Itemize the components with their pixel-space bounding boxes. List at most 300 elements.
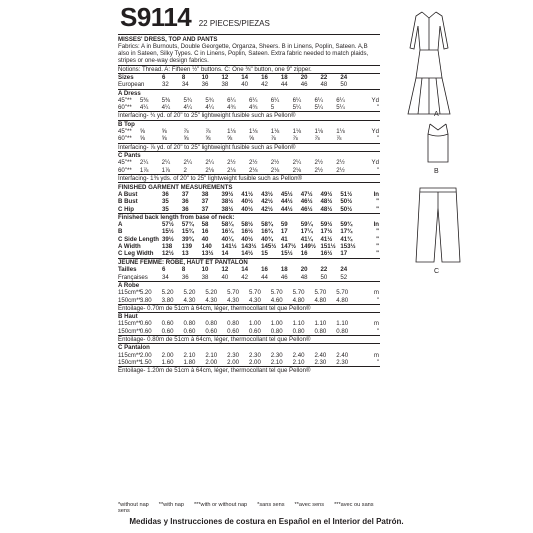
table-cell: 46½ <box>300 205 313 213</box>
table-cell: 2½ <box>336 159 345 167</box>
table-row <box>118 282 380 290</box>
table-cell: ⅞ <box>336 135 342 143</box>
row-label: Tailles <box>118 266 137 274</box>
table-cell: 4.60 <box>270 296 283 304</box>
row-label: C Leg Width <box>118 250 154 258</box>
table-row <box>118 274 380 281</box>
table-cell: 0.80 <box>270 327 283 335</box>
unit-cell: In <box>373 190 379 198</box>
unit-cell: " <box>376 104 379 112</box>
footnote-item: **with nap <box>158 502 184 508</box>
table-cell: 5¾ <box>183 96 192 104</box>
table-row <box>118 352 380 359</box>
spanish-note: Medidas y Instrucciones de costura en Español en el Interior del Patrón. <box>129 517 404 526</box>
table-cell: 44½ <box>280 198 293 206</box>
table-cell: 149½ <box>300 243 316 251</box>
table-cell: 42 <box>261 81 268 89</box>
table-cell: 17½ <box>320 228 333 236</box>
table-cell: 58¾ <box>261 221 273 229</box>
table-cell: 2½ <box>270 159 280 167</box>
table-cell: 14 <box>241 73 249 81</box>
table-cell: 1⅛ <box>292 128 302 136</box>
table-cell: 41¼ <box>300 235 313 243</box>
table-row <box>118 289 380 296</box>
table-cell: 0.80 <box>336 327 349 335</box>
footnote-item: ***with or without nap <box>194 502 248 508</box>
table-cell: 6¼ <box>292 96 302 104</box>
row-label: 45"** <box>118 159 132 167</box>
pants-illustration <box>410 186 466 266</box>
table-cell: 0.80 <box>314 327 327 335</box>
table-cell: 0.60 <box>139 320 152 328</box>
table-cell: 2¼ <box>183 159 192 167</box>
table-cell: 36 <box>181 205 189 213</box>
haut-entoilage: Entoilage- 0.80m de 51cm à 64cm, léger, thermocollant tel que Pellon® <box>118 335 380 343</box>
table-cell: 4¼ <box>161 104 171 112</box>
row-label: European <box>118 81 145 89</box>
table-cell: 0.60 <box>161 327 174 335</box>
table-cell: 2.30 <box>270 351 283 359</box>
finished-measurements-table <box>118 191 380 213</box>
table-cell: 145½ <box>261 243 277 251</box>
row-label: B <box>118 228 123 236</box>
table-cell: 16 <box>300 250 308 258</box>
table-cell: 46½ <box>300 198 313 206</box>
table-cell: 0.60 <box>205 327 218 335</box>
table-cell: 14 <box>221 250 229 258</box>
table-cell: 58 <box>201 221 209 229</box>
table-cell: 40 <box>201 235 209 243</box>
french-sizes-table <box>118 266 380 281</box>
table-cell: 6 <box>162 266 166 274</box>
row-label: 115cm** <box>118 351 141 359</box>
table-row <box>118 359 380 366</box>
table-cell: 38½ <box>221 205 234 213</box>
table-cell: 5¼ <box>292 104 302 112</box>
table-cell: 35 <box>162 198 169 206</box>
table-cell: 1⅛ <box>336 128 345 136</box>
table-cell: 42½ <box>261 205 273 213</box>
row-label: A Width <box>118 243 141 251</box>
table-cell: 138 <box>162 243 173 251</box>
table-cell: 2.30 <box>248 351 261 359</box>
table-cell: 2⅛ <box>270 166 280 174</box>
table-cell: 2⅛ <box>248 166 258 174</box>
sizes-table <box>118 73 380 89</box>
top-yardage-table <box>118 120 380 143</box>
section-heading: B Haut <box>118 313 138 321</box>
table-row <box>118 228 380 235</box>
table-cell: 57¾ <box>181 221 194 229</box>
table-cell: 17 <box>280 228 288 236</box>
table-row <box>118 120 380 128</box>
row-label: A Bust <box>118 190 138 198</box>
table-cell: 40½ <box>241 198 254 206</box>
chart-title: MISSES' DRESS, TOP AND PANTS <box>118 34 380 43</box>
table-cell: 51½ <box>340 190 353 198</box>
table-row <box>118 97 380 104</box>
table-cell: 1⅞ <box>161 166 171 174</box>
table-cell: 4.30 <box>227 296 240 304</box>
table-cell: 2.40 <box>292 351 305 359</box>
table-row <box>118 167 380 174</box>
section-heading: B Top <box>118 120 135 128</box>
table-cell: 50 <box>340 81 348 89</box>
row-label: Sizes <box>118 73 134 81</box>
table-row <box>118 221 380 228</box>
table-cell: 5 <box>270 104 275 112</box>
row-label: Françaises <box>118 273 148 281</box>
table-cell: 40 <box>241 81 249 89</box>
section-heading: C Pants <box>118 151 141 159</box>
table-cell: 151½ <box>320 243 336 251</box>
table-cell: 5⅜ <box>139 96 149 104</box>
row-label: 150cm** <box>118 327 142 335</box>
table-cell: 147½ <box>280 243 297 251</box>
table-cell: 2.00 <box>205 358 218 366</box>
table-cell: 37 <box>201 198 209 206</box>
table-cell: 1⅛ <box>227 128 236 136</box>
table-cell: 2¼ <box>161 159 171 167</box>
table-cell: 43½ <box>261 190 273 198</box>
table-cell: 6¼ <box>227 96 236 104</box>
table-cell: 48½ <box>320 205 333 213</box>
table-cell: 50½ <box>340 205 353 213</box>
unit-cell: " <box>376 243 379 251</box>
row-label: 150cm** <box>118 296 142 304</box>
row-label: 60"** <box>118 135 132 143</box>
table-cell: 14 <box>241 266 249 274</box>
row-label: 150cm** <box>118 358 142 366</box>
fabrics-text: Fabrics: A in Burnouts, Double Georgette, Organza, Sheers. B in Linens, Poplin, Sateen. A,B also in Sateen, Silky Types. C in Linens, Poplin, Sateen. Extra fabric needed to match plaids, stripes or one-way design fabrics. <box>118 42 369 65</box>
unit-cell: " <box>376 235 379 243</box>
table-cell: 48½ <box>320 198 333 206</box>
table-cell: 13 <box>181 250 189 258</box>
table-cell: 2.30 <box>314 358 327 366</box>
table-cell: 16¼ <box>221 228 234 236</box>
table-cell: 5.70 <box>292 289 305 297</box>
table-cell: 46 <box>300 81 308 89</box>
table-cell: 2¼ <box>292 159 302 167</box>
table-cell: 6¼ <box>270 96 280 104</box>
table-cell: 18 <box>280 73 288 81</box>
table-cell: 2.10 <box>183 351 196 359</box>
table-cell: 1⅛ <box>248 128 258 136</box>
table-cell: 6¼ <box>314 96 323 104</box>
footnote-item: **avec sens <box>294 502 325 508</box>
table-cell: 39½ <box>162 235 174 243</box>
unit-cell <box>360 274 380 281</box>
table-cell: 42½ <box>261 198 273 206</box>
table-cell: 140 <box>201 243 212 251</box>
table-cell: 4.80 <box>292 296 305 304</box>
table-cell: 59 <box>280 221 288 229</box>
table-cell: 5.70 <box>336 289 349 297</box>
table-cell: 1.10 <box>336 320 349 328</box>
table-row <box>118 128 380 135</box>
back-length-title: Finished back length from base of neck: <box>118 213 380 221</box>
table-cell: 6¼ <box>248 96 258 104</box>
table-cell: 2.30 <box>227 351 240 359</box>
unit-cell: m <box>373 289 379 297</box>
table-row <box>118 135 380 142</box>
table-cell: 5.20 <box>205 289 218 297</box>
table-cell: 36 <box>181 273 189 281</box>
table-cell: 18 <box>280 266 288 274</box>
row-label: B Bust <box>118 198 138 206</box>
top-interfacing: Interfacing- ⅞ yd. of 20" to 25" lightweight fusible such as Pellon® <box>118 143 380 151</box>
table-cell: 41½ <box>241 190 254 198</box>
table-cell: 2 <box>183 166 187 174</box>
table-cell: 17¼ <box>300 228 313 236</box>
robe-table <box>118 281 380 304</box>
table-cell: 36 <box>201 81 209 89</box>
row-label: 45"** <box>118 128 132 136</box>
table-cell: 40½ <box>241 205 254 213</box>
table-cell: 1.00 <box>270 320 283 328</box>
table-cell: 37 <box>181 190 189 198</box>
table-cell: 5.70 <box>314 289 327 297</box>
table-cell: 38½ <box>221 198 234 206</box>
table-row <box>118 198 380 205</box>
french-title: JEUNE FEMME: ROBE, HAUT ET PANTALON <box>118 258 380 267</box>
unit-cell: " <box>376 205 379 213</box>
table-cell: 1.50 <box>139 358 152 366</box>
unit-cell: m <box>373 351 379 359</box>
row-label: 60"** <box>118 166 132 174</box>
footnotes <box>118 502 388 514</box>
table-cell: 0.60 <box>139 327 152 335</box>
table-cell: 0.80 <box>183 320 196 328</box>
table-cell: 38 <box>201 190 209 198</box>
table-cell: 16¾ <box>261 228 273 236</box>
table-cell: 50 <box>320 273 328 281</box>
table-row <box>118 313 380 321</box>
table-cell: 41¾ <box>340 235 353 243</box>
table-cell: 24 <box>340 266 348 274</box>
table-cell: 3.80 <box>161 296 174 304</box>
table-row <box>118 266 380 273</box>
table-cell: 38 <box>221 81 229 89</box>
table-cell: 0.60 <box>227 327 240 335</box>
table-cell: 0.80 <box>205 320 218 328</box>
table-cell: 4.30 <box>248 296 261 304</box>
table-cell: 153½ <box>340 243 356 251</box>
table-cell: ⅞ <box>183 128 189 136</box>
table-cell: 6¼ <box>336 96 345 104</box>
table-cell: 34 <box>162 273 169 281</box>
unit-cell: " <box>376 198 379 206</box>
table-cell: 6 <box>162 73 166 81</box>
table-cell: 17¾ <box>340 228 353 236</box>
table-cell: 1⅞ <box>139 166 149 174</box>
table-cell: 49½ <box>320 190 333 198</box>
table-cell: 1.00 <box>248 320 261 328</box>
unit-cell: " <box>376 250 379 258</box>
table-cell: ⅝ <box>183 135 189 143</box>
table-cell: 36 <box>181 198 189 206</box>
table-cell: 2.00 <box>139 351 152 359</box>
table-cell: 2.00 <box>227 358 240 366</box>
table-cell: 44½ <box>280 205 293 213</box>
table-cell: 5.70 <box>248 289 261 297</box>
table-cell: 1.10 <box>314 320 327 328</box>
table-cell: 5.20 <box>183 289 196 297</box>
unit-cell <box>360 266 380 273</box>
table-row <box>118 89 380 97</box>
table-cell: 12½ <box>162 250 174 258</box>
row-label: C Side Length <box>118 235 159 243</box>
table-cell: 8 <box>181 266 186 274</box>
table-cell: 10 <box>201 266 209 274</box>
table-cell: 2.10 <box>205 351 218 359</box>
row-label: 115cm** <box>118 289 141 297</box>
table-cell: 13½ <box>201 250 214 258</box>
section-heading: A Dress <box>118 89 141 97</box>
table-cell: 0.60 <box>183 327 196 335</box>
pants-yardage-table <box>118 151 380 174</box>
table-cell: 5.20 <box>161 289 174 297</box>
table-cell: 40 <box>221 273 229 281</box>
table-row <box>118 191 380 198</box>
table-cell: 139 <box>181 243 192 251</box>
table-cell: 2.40 <box>336 351 349 359</box>
table-row <box>118 250 380 257</box>
table-cell: 40¾ <box>261 235 273 243</box>
dress-illustration <box>388 8 470 120</box>
unit-cell <box>360 81 380 88</box>
table-cell: 32 <box>162 81 169 89</box>
table-cell: 1.60 <box>161 358 174 366</box>
table-cell: 52 <box>340 273 348 281</box>
table-cell: 42 <box>241 273 249 281</box>
table-cell: 5.20 <box>139 289 152 297</box>
footnote-item: *without nap <box>118 502 149 508</box>
finished-measurements-title: FINISHED GARMENT MEASUREMENTS <box>118 182 380 191</box>
table-cell: 0.80 <box>292 327 305 335</box>
pants-interfacing: Interfacing- 1⅜ yds. of 20" to 25" lightweight fusible such as Pellon® <box>118 174 380 182</box>
table-cell: 58½ <box>241 221 254 229</box>
table-cell: 0.80 <box>227 320 240 328</box>
table-row <box>118 104 380 111</box>
table-cell: 2¼ <box>139 159 149 167</box>
table-cell: 4¾ <box>248 104 258 112</box>
table-cell: 8 <box>181 73 186 81</box>
table-row <box>118 81 380 88</box>
table-cell: 3.80 <box>139 296 152 304</box>
table-row <box>118 344 380 352</box>
pantalon-table <box>118 343 380 366</box>
table-cell: 5¼ <box>336 104 345 112</box>
table-cell: ⅝ <box>139 135 145 143</box>
table-cell: 39¾ <box>181 235 194 243</box>
table-cell: 44 <box>280 81 288 89</box>
table-row <box>118 320 380 327</box>
table-cell: 34 <box>181 81 189 89</box>
table-cell: 16 <box>261 73 268 81</box>
table-row <box>118 206 380 213</box>
table-cell: 4¼ <box>205 104 214 112</box>
table-cell: 2.30 <box>336 358 349 366</box>
table-cell: 4.30 <box>205 296 218 304</box>
table-cell: 4.80 <box>336 296 349 304</box>
table-cell: 58¼ <box>221 221 234 229</box>
table-cell: 2⅛ <box>292 166 302 174</box>
table-cell: 2⅛ <box>205 166 214 174</box>
top-illustration <box>418 122 458 166</box>
table-cell: ⅞ <box>314 135 320 143</box>
section-heading: A Robe <box>118 282 140 289</box>
table-cell: 17 <box>340 250 348 258</box>
table-cell: 48 <box>300 273 308 281</box>
table-cell: 41½ <box>320 235 333 243</box>
row-label: 115cm** <box>118 320 141 328</box>
table-cell: 5¾ <box>205 96 214 104</box>
unit-cell: " <box>376 327 379 335</box>
table-cell: 2.10 <box>292 358 305 366</box>
pantalon-entoilage: Entoilage- 1.20m de 51cm à 64cm, léger, thermocollant tel que Pellon® <box>118 366 380 374</box>
table-cell: 2½ <box>314 166 323 174</box>
table-cell: 24 <box>340 73 348 81</box>
unit-cell: " <box>376 296 379 304</box>
table-cell: 4¾ <box>227 104 236 112</box>
row-label: A <box>118 221 123 229</box>
label-b: B <box>434 168 439 175</box>
table-cell: 1.10 <box>292 320 305 328</box>
table-cell: 0.60 <box>161 320 174 328</box>
table-cell: 14½ <box>241 250 254 258</box>
table-cell: ⅝ <box>248 135 255 143</box>
table-cell: 12 <box>221 266 229 274</box>
table-cell: 37 <box>201 205 209 213</box>
haut-table <box>118 312 380 335</box>
table-cell: 5.70 <box>270 289 283 297</box>
table-cell: 15 <box>261 250 268 258</box>
table-cell: 1.80 <box>183 358 196 366</box>
table-cell: ⅝ <box>161 135 167 143</box>
table-cell: 45½ <box>280 190 293 198</box>
table-cell: 40¼ <box>221 235 234 243</box>
table-cell: 36 <box>162 190 169 198</box>
table-cell: 5.70 <box>227 289 240 297</box>
table-cell: 4¼ <box>139 104 149 112</box>
table-cell: 2.00 <box>161 351 174 359</box>
table-row <box>118 73 380 81</box>
label-c: C <box>434 268 440 275</box>
table-cell: 5⅜ <box>161 96 171 104</box>
table-cell: 22 <box>320 73 328 81</box>
table-cell: 2½ <box>248 159 258 167</box>
pieces-count: 22 PIECES/PIEZAS <box>198 19 270 28</box>
table-cell: 15¾ <box>181 228 194 236</box>
table-cell: 16½ <box>241 228 254 236</box>
table-row <box>118 159 380 166</box>
dress-yardage-table <box>118 89 380 112</box>
row-label: 45"** <box>118 96 132 104</box>
unit-cell: Yd <box>371 159 379 167</box>
table-cell: ⅞ <box>292 135 298 143</box>
table-cell: 2.10 <box>270 358 283 366</box>
table-cell: 10 <box>201 73 209 81</box>
row-label: C Hip <box>118 205 134 213</box>
table-cell: 40½ <box>241 235 254 243</box>
footnote-item: ***avec ou sans sens <box>118 502 374 514</box>
table-cell: 1⅛ <box>270 128 280 136</box>
table-cell: 38 <box>201 273 209 281</box>
label-a: A <box>434 111 439 118</box>
unit-cell: Yd <box>371 96 379 104</box>
footnote-item: *sans sens <box>257 502 285 508</box>
